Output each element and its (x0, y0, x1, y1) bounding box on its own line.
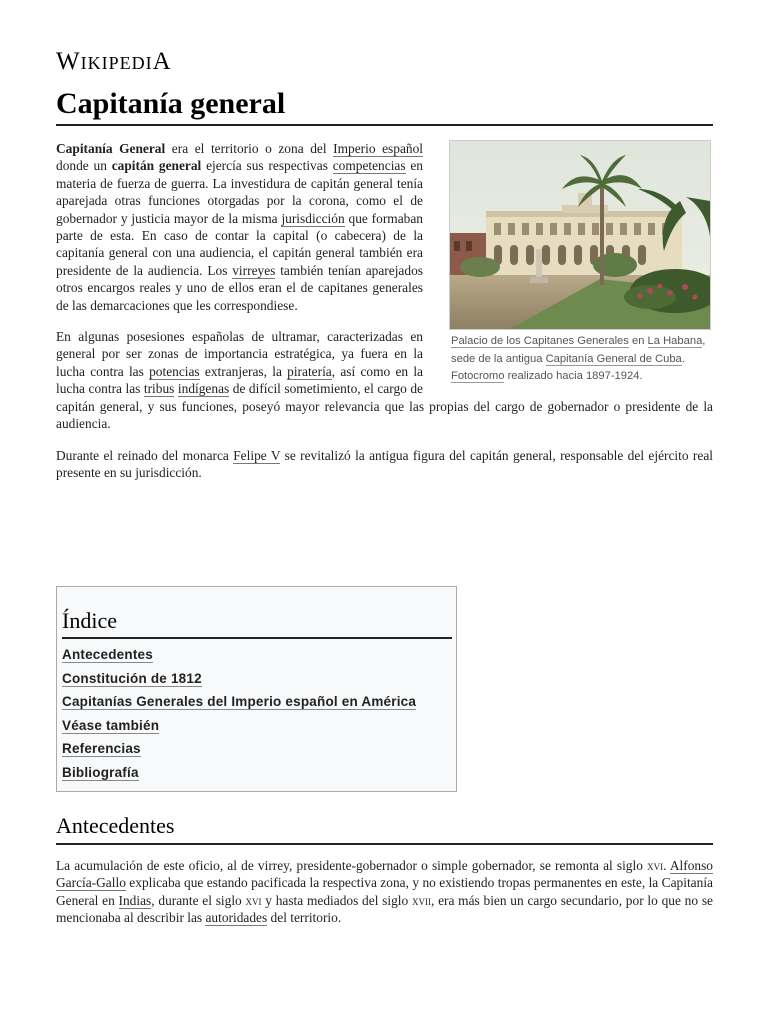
text: del territorio. (267, 910, 342, 926)
text: En algunas posesiones españolas de ultramar, caracterizadas en general por ser zonas de importancia estratégica, ya fuera en la lucha contra las (56, 329, 423, 379)
link-pirateria[interactable]: piratería (287, 363, 332, 379)
text: explicaba que estando pacificada la respectiva zona, y no existiendo tropas permanentes en este, la Capitanía General en (56, 875, 713, 908)
figure-caption (449, 333, 713, 386)
bold-term: Capitanía General (56, 141, 166, 156)
caption-text: . (681, 352, 685, 365)
caption-text: , sede de la antigua (451, 335, 706, 365)
text: y hasta mediados del siglo (261, 892, 412, 908)
century-numeral: xvii (411, 892, 431, 908)
link-virreyes[interactable]: virreyes (232, 262, 276, 278)
toc-link[interactable]: Capitanías Generales del Imperio español en América (62, 694, 417, 710)
link-imperio-espanol[interactable]: Imperio español (333, 141, 423, 156)
toc-list (62, 645, 452, 787)
text: . (663, 858, 670, 873)
caption-link-palacio[interactable]: Palacio de los Capitanes Generales (451, 335, 629, 347)
toc-item-constitucion[interactable] (62, 669, 452, 693)
text: también tenían aparejados otros encargos reales y uno de ellos eran el de capitanes generales de las demarcaciones que les correspondiese. (56, 262, 423, 313)
caption-link-habana[interactable]: La Habana (647, 335, 703, 347)
century-numeral: xvi (245, 892, 262, 908)
toc-item-referencias[interactable] (62, 739, 452, 763)
link-competencias[interactable]: competencias (332, 158, 406, 174)
toc-link[interactable]: Constitución de 1812 (62, 670, 202, 686)
table-of-contents (56, 586, 457, 792)
text: La acumulación de este oficio, al de virrey, presidente-gobernador o simple gobernador, se remonta al siglo (56, 858, 648, 873)
toc-item-bibliografia[interactable] (62, 763, 452, 787)
text: extranjeras, la (199, 363, 288, 379)
article-body (56, 140, 713, 495)
paragraph-felipe (56, 447, 713, 482)
caption-link-fotocromo[interactable]: Fotocromo (451, 370, 505, 382)
bold-term: capitán general (111, 158, 202, 174)
page-title: Capitanía general (56, 86, 713, 126)
link-tribus[interactable]: tribus (143, 381, 175, 397)
toc-link[interactable]: Véase también (62, 717, 160, 733)
toc-item-antecedentes[interactable] (62, 645, 452, 669)
link-autoridades[interactable]: autoridades (205, 910, 268, 926)
link-jurisdiccion[interactable]: jurisdicción (281, 210, 345, 226)
caption-link-capitania-cuba[interactable]: Capitanía General de Cuba (545, 352, 682, 365)
wordmark-a: A (152, 48, 172, 75)
palacio-illustration (450, 141, 710, 329)
toc-heading: Índice (62, 607, 452, 639)
text: que formaban parte de esta. En caso de contar la capital (o cabecera) de la capitanía general con una audiencia, el capitán general también era presidente de la audiencia. Los (56, 210, 423, 278)
caption-text: realizado hacia 1897-1924. (504, 370, 643, 382)
text: era el territorio o zona del (165, 141, 334, 156)
link-indias[interactable]: Indias (118, 892, 152, 908)
text: , así como en la lucha contra las (56, 363, 424, 397)
text: , durante el siglo (151, 892, 246, 908)
wordmark-mid: IKIPEDI (80, 53, 153, 73)
text: ejercía sus respectivas (201, 158, 333, 174)
link-potencias[interactable]: potencias (149, 363, 200, 379)
toc-link[interactable]: Antecedentes (62, 647, 153, 662)
toc-item-capitanias-america[interactable] (62, 692, 452, 716)
toc-link[interactable]: Referencias (62, 741, 141, 757)
text: , era más bien un cargo secundario, por lo que no se mencionaba al describir las (56, 892, 713, 926)
paragraph-antecedentes (56, 857, 713, 927)
palacio-photo[interactable] (449, 140, 711, 330)
text: de difícil sometimiento, el cargo de capitán general, y sus funciones, poseyó mayor relevancia que las propias del cargo de gobernador o presidente de la audiencia. (56, 381, 713, 432)
wordmark-w: W (56, 48, 81, 75)
link-indigenas[interactable]: indígenas (177, 381, 230, 397)
text: donde un (56, 158, 112, 174)
article-figure (449, 140, 713, 386)
text: en materia de fuerza de guerra. La investidura de capitán general tenía aparejada otras funciones otorgadas por la corona, como el de gobernador y justicia mayor de la misma (56, 158, 424, 226)
text: Durante el reinado del monarca (56, 447, 234, 463)
link-felipe-v[interactable]: Felipe V (233, 447, 281, 463)
toc-link[interactable]: Bibliografía (62, 764, 139, 780)
text: se revitalizó la antigua figura del capitán general, responsable del ejército real presente en su jurisdicción. (56, 447, 713, 480)
caption-text: en (628, 335, 648, 347)
century-numeral: xvi (647, 858, 664, 873)
toc-item-vease-tambien[interactable] (62, 716, 452, 740)
link-alfonso-garcia-gallo[interactable]: Alfonso García-Gallo (56, 858, 713, 891)
section-heading-antecedentes: Antecedentes (56, 812, 713, 845)
wikipedia-wordmark[interactable] (56, 48, 172, 76)
